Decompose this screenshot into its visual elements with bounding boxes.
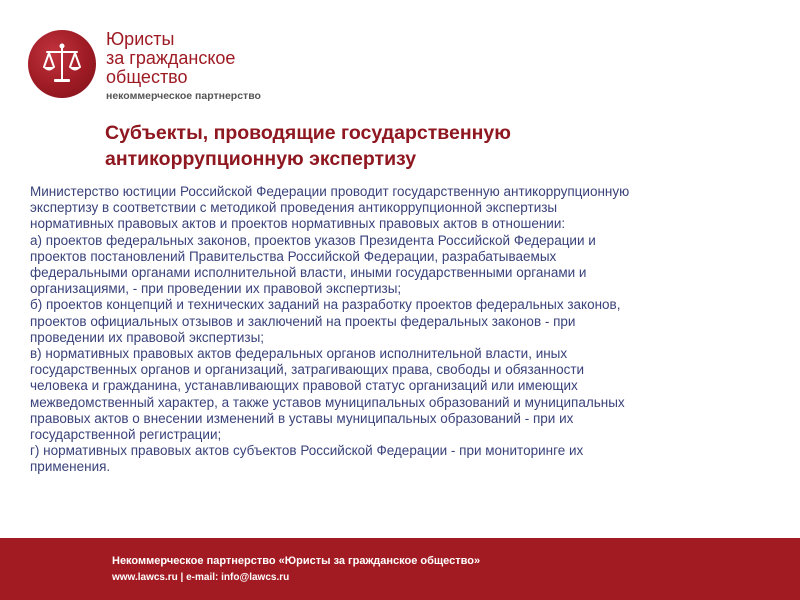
body-line: в) нормативных правовых актов федеральных органов исполнительной власти, иных: [30, 346, 568, 362]
slide-body: [30, 184, 770, 476]
body-line: организациями, - при проведении их правовой экспертизы;: [30, 281, 402, 297]
body-line: человека и гражданина, устанавливающих правовой статус организаций или имеющих: [30, 378, 578, 394]
body-line: проектов официальных отзывов и заключений на проекты федеральных законов - при: [30, 313, 576, 329]
logo-badge: [28, 30, 96, 98]
footer-organization: Некоммерческое партнерство «Юристы за гражданское общество»: [112, 555, 481, 567]
logo-line-1: Юристы: [106, 29, 175, 49]
body-line: нормативных правовых актов и проектов нормативных правовых актов в отношении:: [30, 216, 566, 232]
title-line: Субъекты, проводящие государственную: [105, 122, 511, 144]
slide-title: [105, 120, 765, 172]
body-line: б) проектов концепций и технических заданий на разработку проектов федеральных законов,: [30, 297, 621, 313]
body-line: а) проектов федеральных законов, проектов указов Президента Российской Федерации и: [30, 232, 596, 248]
logo-line-3: общество: [106, 67, 188, 87]
logo-wordmark: [106, 30, 261, 102]
body-line: проектов постановлений Правительства Российской Федерации, разрабатываемых: [30, 248, 557, 264]
body-line: межведомственный характер, а также уставов муниципальных образований и муниципальных: [30, 394, 625, 410]
body-line: государственной регистрации;: [30, 427, 222, 443]
body-line: экспертизу в соответствии с методикой проведения антикоррупционной экспертизы: [30, 200, 558, 216]
body-line: федеральными органами исполнительной власти, иными государственными органами и: [30, 265, 587, 281]
body-line: применения.: [30, 459, 111, 475]
scales-of-justice-icon: [38, 40, 86, 88]
body-line: г) нормативных правовых актов субъектов Российской Федерации - при мониторинге их: [30, 443, 584, 459]
title-line: антикоррупционную экспертизу: [105, 148, 417, 170]
logo-subtitle: некоммерческое партнерство: [106, 90, 261, 102]
logo-line-2: за гражданское: [106, 48, 236, 68]
body-line: государственных органов и организаций, затрагивающих права, свободы и обязанности: [30, 362, 585, 378]
body-line: проведении их правовой экспертизы;: [30, 329, 265, 345]
footer-contacts: www.lawcs.ru | e-mail: info@lawcs.ru: [112, 572, 290, 583]
footer-bar: [0, 538, 800, 600]
body-line: правовых актов о внесении изменений в уставы муниципальных образований - при их: [30, 410, 574, 426]
body-line: Министерство юстиции Российской Федерации проводит государственную антикоррупционную: [30, 184, 630, 199]
